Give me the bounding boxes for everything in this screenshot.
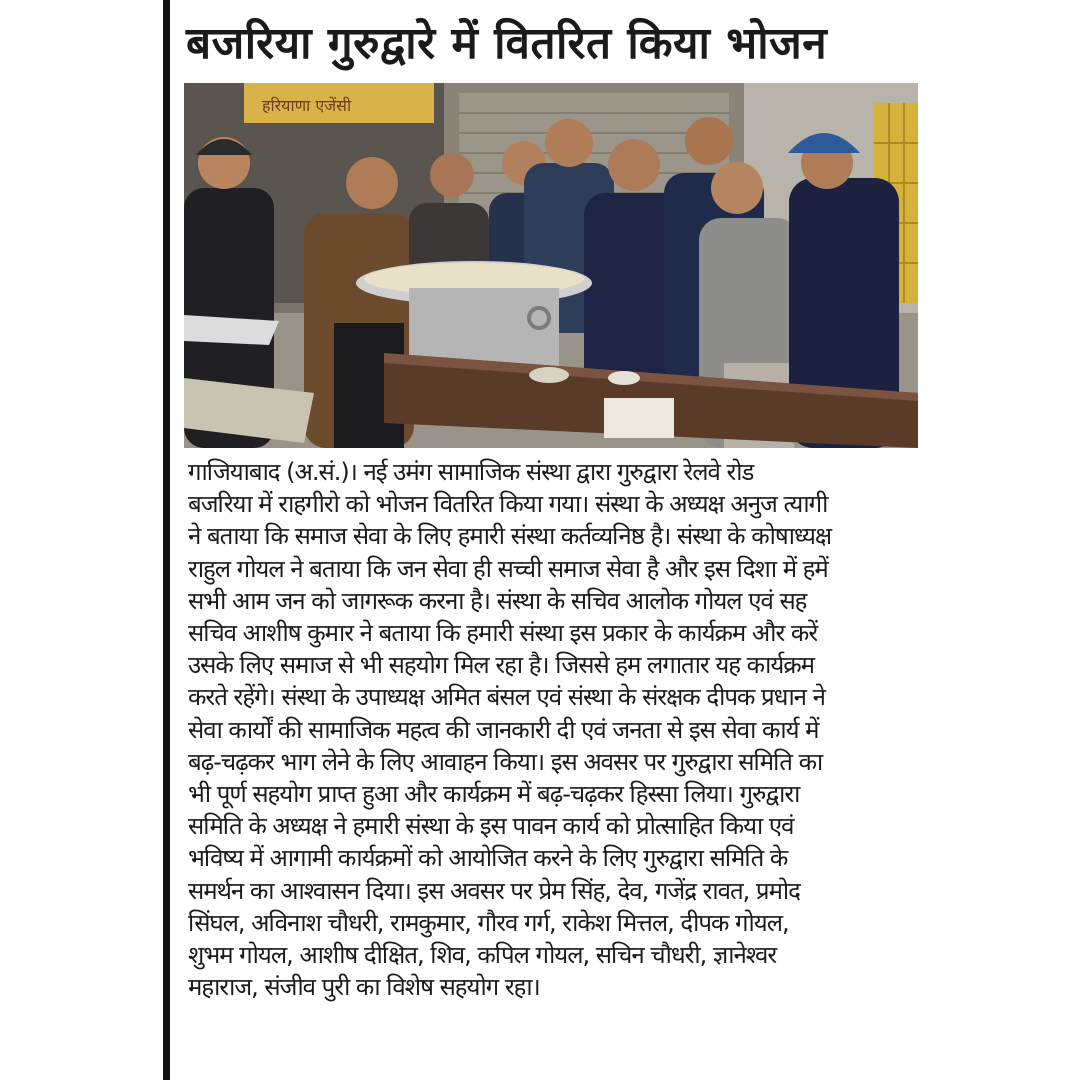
body-line: भी पूर्ण सहयोग प्राप्त हुआ और कार्यक्रम में बढ़-चढ़कर हिस्सा लिया। गुरुद्वारा — [188, 780, 800, 809]
body-line: समर्थन का आश्वासन दिया। इस अवसर पर प्रेम सिंह, देव, गजेंद्र रावत, प्रमोद — [188, 876, 800, 905]
shop-sign-text: हरियाणा एजेंसी — [262, 96, 352, 115]
body-line: करते रहेंगे। संस्था के उपाध्यक्ष अमित बंसल एवं संस्था के संरक्षक दीपक प्रधान ने — [188, 683, 825, 712]
body-line: गाजियाबाद (अ.सं.)। नई उमंग सामाजिक संस्था द्वारा गुरुद्वारा रेलवे रोड — [188, 458, 754, 486]
body-line: सेवा कार्यों की सामाजिक महत्व की जानकारी दी एवं जनता से इस सेवा कार्य में — [188, 715, 819, 744]
news-photo — [184, 83, 918, 448]
body-line: बजरिया में राहगीरो को भोजन वितरित किया गया। संस्था के अध्यक्ष अनुज त्यागी — [188, 490, 828, 519]
body-line: भविष्य में आगामी कार्यक्रमों को आयोजित करने के लिए गुरुद्वारा समिति के — [188, 844, 788, 873]
body-line: समिति के अध्यक्ष ने हमारी संस्था के इस पावन कार्य को प्रोत्साहित किया एवं — [188, 812, 794, 841]
body-line: सिंघल, अविनाश चौधरी, रामकुमार, गौरव गर्ग, राकेश मित्तल, दीपक गोयल, — [188, 908, 789, 937]
body-line: राहुल गोयल ने बताया कि जन सेवा ही सच्ची समाज सेवा है और इस दिशा में हमें — [188, 554, 828, 583]
article-body — [188, 456, 924, 1003]
body-line: उसके लिए समाज से भी सहयोग मिल रहा है। जिससे हम लगातार यह कार्यक्रम — [188, 651, 815, 680]
body-line: शुभम गोयल, आशीष दीक्षित, शिव, कपिल गोयल, सचिन चौधरी, ज्ञानेश्वर — [188, 941, 777, 970]
column-rule — [163, 0, 170, 1080]
body-line: सभी आम जन को जागरूक करना है। संस्था के सचिव आलोक गोयल एवं सह — [188, 586, 807, 615]
body-line: बढ़-चढ़कर भाग लेने के लिए आवाहन किया। इस अवसर पर गुरुद्वारा समिति का — [188, 747, 823, 776]
headline: बजरिया गुरुद्वारे में वितरित किया भोजन — [186, 18, 828, 69]
body-line: महाराज, संजीव पुरी का विशेष सहयोग रहा। — [188, 973, 540, 1002]
body-line: ने बताया कि समाज सेवा के लिए हमारी संस्था कर्तव्यनिष्ठ है। संस्था के कोषाध्यक्ष — [188, 522, 832, 551]
body-line: सचिव आशीष कुमार ने बताया कि हमारी संस्था इस प्रकार के कार्यक्रम और करें — [188, 619, 818, 648]
